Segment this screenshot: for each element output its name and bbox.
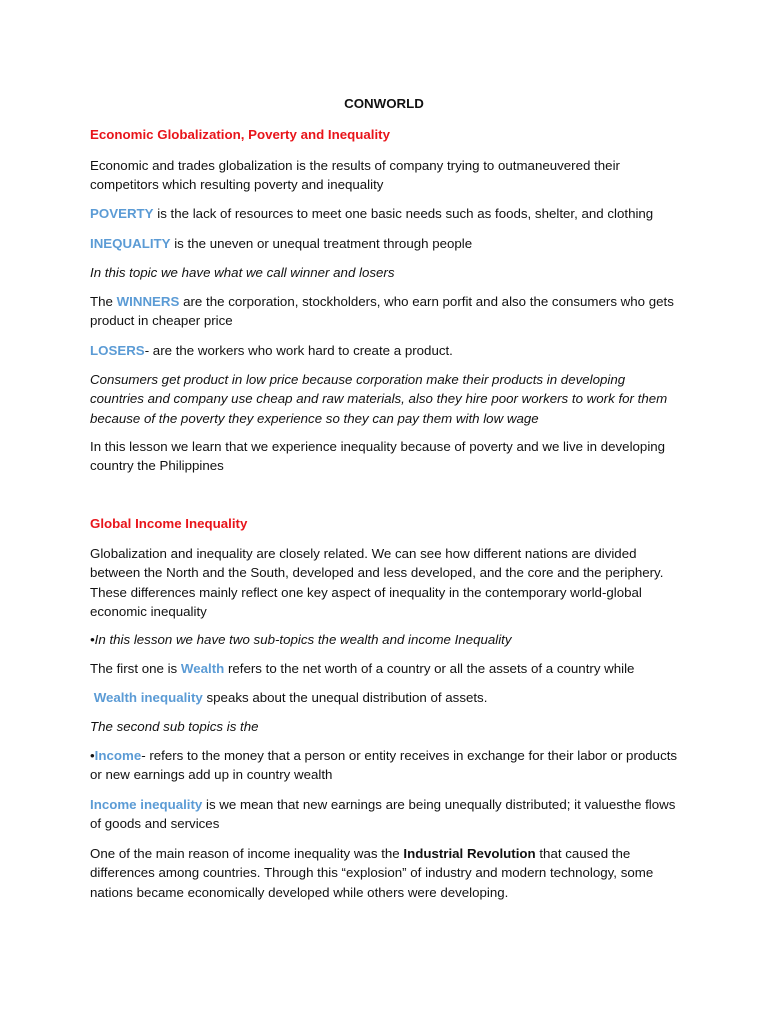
term-wealth-inequality: Wealth inequality: [93, 690, 203, 705]
paragraph-globalization-intro: Economic and trades globalization is the results of company trying to outmaneuvered their competitors which resulting poverty and inequality: [90, 158, 620, 193]
term-industrial-revolution: Industrial Revolution: [403, 846, 536, 861]
paragraph-losers: [90, 341, 680, 360]
paragraph-income-inequality: [90, 795, 680, 834]
wealth-definition-text: refers to the net worth of a country or all the assets of a country while: [224, 661, 635, 676]
paragraph-poverty-definition: [90, 204, 680, 223]
term-poverty: POVERTY: [90, 206, 154, 221]
section-heading-economic-globalization: Economic Globalization, Poverty and Inequality: [90, 127, 390, 142]
section-heading-global-income-inequality: Global Income Inequality: [90, 516, 248, 531]
inequality-definition-text: is the uneven or unequal treatment through people: [170, 236, 473, 251]
paragraph-wealth-inequality: [90, 688, 680, 707]
paragraph-subtopics: •In this lesson we have two sub-topics the wealth and income Inequality: [90, 632, 512, 647]
term-losers: LOSERS: [90, 343, 145, 358]
bullet-icon: •: [90, 748, 95, 763]
industrial-text: that caused the differences among countries. Through this “explosion” of industry and modern technology, some nations became economically developed while others were developing.: [90, 846, 654, 900]
term-income-inequality: Income inequality: [90, 797, 203, 812]
paragraph-lesson-summary: In this lesson we learn that we experience inequality because of poverty and we live in developing country the Philippines: [90, 439, 666, 474]
winners-prefix: The: [90, 294, 117, 309]
term-income: Income: [94, 748, 142, 763]
paragraph-industrial-revolution: [90, 844, 680, 902]
wealth-inequality-definition-text: speaks about the unequal distribution of assets.: [202, 690, 488, 705]
paragraph-consumers-note: Consumers get product in low price because corporation make their products in developing countries and company use cheap and raw materials, also they hire poor workers to work for them because of the poverty they experience so they can pay them with low wage: [90, 372, 668, 426]
paragraph-inequality-definition: [90, 234, 680, 253]
paragraph-winners: [90, 292, 680, 331]
paragraph-income-inequality-intro: Globalization and inequality are closely related. We can see how different nations are divided between the North and the South, developed and less developed, and the core and the periphery. These differences mainly reflect one key aspect of inequality in the contemporary world-global economic inequality: [90, 546, 664, 619]
term-wealth: Wealth: [180, 661, 225, 676]
paragraph-wealth: [90, 659, 680, 678]
wealth-prefix: The first one is: [90, 661, 181, 676]
paragraph-income: [90, 746, 680, 785]
paragraph-second-subtopic: The second sub topics is the: [90, 719, 259, 734]
paragraph-topic-note: In this topic we have what we call winner and losers: [90, 265, 395, 280]
losers-definition-text: - are the workers who work hard to create a product.: [144, 343, 453, 358]
term-winners: WINNERS: [116, 294, 180, 309]
income-definition-text: - refers to the money that a person or entity receives in exchange for their labor or products or new earnings add up in country wealth: [90, 748, 678, 783]
income-inequality-definition-text: is we mean that new earnings are being unequally distributed; it valuesthe flows of goods and services: [90, 797, 676, 832]
document-title: CONWORLD: [344, 96, 424, 111]
industrial-prefix: One of the main reason of income inequality was the: [90, 846, 404, 861]
poverty-definition-text: is the lack of resources to meet one basic needs such as foods, shelter, and clothing: [153, 206, 654, 221]
term-inequality: INEQUALITY: [90, 236, 171, 251]
winners-definition-text: are the corporation, stockholders, who earn porfit and also the consumers who gets product in cheaper price: [90, 294, 674, 329]
